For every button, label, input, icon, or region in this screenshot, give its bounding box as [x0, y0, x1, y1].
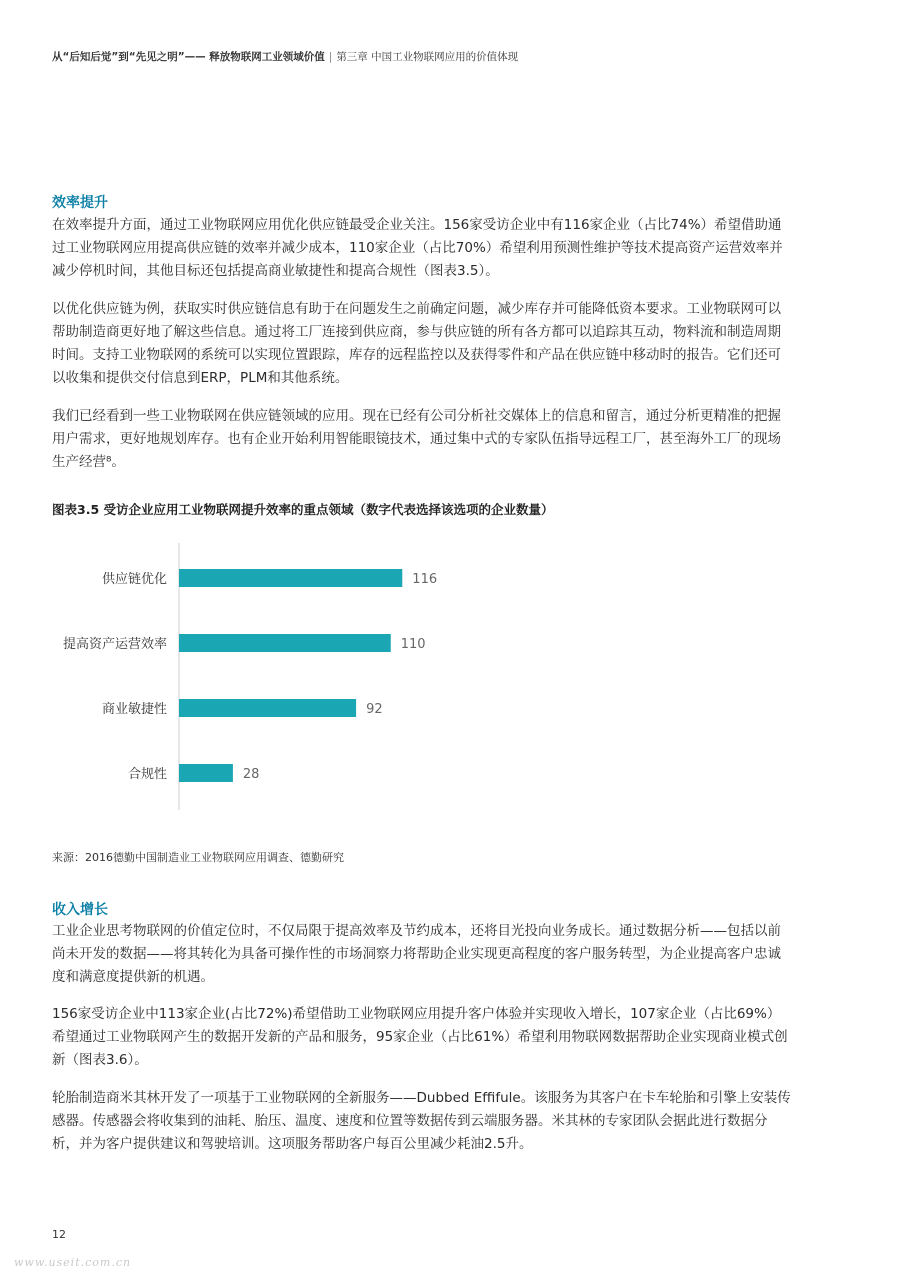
data-label: 92	[366, 702, 383, 717]
paragraph: 在效率提升方面，通过工业物联网应用优化供应链最受企业关注。156家受访企业中有116家企业（占比74%）希望借助通过工业物联网应用提高供应链的效率并减少成本，110家企业（占比70%）希望利用预测性维护等技术提高资产运营效率并减少停机时间，其他目标还包括提高商业敏捷性和提高合规性（图表3.5）。	[52, 217, 783, 279]
paragraph: 156家受访企业中113家企业(占比72%)希望借助工业物联网应用提升客户体验并实现收入增长，107家企业（占比69%）希望通过工业物联网产生的数据开发新的产品和服务，95家企业（占比61%）希望利用物联网数据帮助企业实现商业模式创新（图表3.6）。	[52, 1006, 788, 1068]
data-label: 28	[242, 767, 260, 782]
figure-source: 来源：2016德勤中国制造业工业物联网应用调查、德勤研究	[52, 851, 344, 864]
page-number: 12	[52, 1228, 66, 1241]
section-title-revenue: 收入增长	[52, 902, 108, 918]
category-label: 合规性	[127, 767, 167, 782]
paragraph: 工业企业思考物联网的价值定位时，不仅局限于提高效率及节约成本，还将目光投向业务成长。通过数据分析——包括以前尚未开发的数据——将其转化为具备可操作性的市场洞察力将帮助企业实现更高程度的客户服务转型，为企业提高客户忠诚度和满意度提供新的机遇。	[52, 923, 781, 985]
bar	[179, 764, 233, 782]
data-label: 116	[412, 572, 438, 587]
category-label: 提高资产运营效率	[62, 637, 167, 652]
paragraph: 我们已经看到一些工业物联网在供应链领域的应用。现在已经有公司分析社交媒体上的信息和留言，通过分析更精准的把握用户需求，更好地规划库存。也有企业开始利用智能眼镜技术，通过集中式的专家队伍指导远程工厂，甚至海外工厂的现场生产经营⁸。	[52, 408, 781, 470]
category-label: 供应链优化	[101, 572, 167, 587]
section-title-efficiency: 效率提升	[52, 195, 108, 211]
header-separator: |	[328, 51, 333, 63]
category-label: 商业敏捷性	[101, 702, 167, 717]
figure-title: 图表3.5 受访企业应用工业物联网提升效率的重点领域（数字代表选择该选项的企业数量）	[52, 502, 554, 517]
chapter-title: 第三章 中国工业物联网应用的价值体现	[336, 51, 519, 63]
data-label: 110	[400, 637, 426, 652]
running-header	[52, 49, 518, 64]
bar	[179, 634, 391, 652]
bar-chart	[40, 535, 600, 815]
paragraph: 轮胎制造商米其林开发了一项基于工业物联网的全新服务——Dubbed Effifule。该服务为其客户在卡车轮胎和引擎上安装传感器。传感器会将收集到的油耗、胎压、温度、速度和位置等数据传到云端服务器。米其林的专家团队会据此进行数据分析，并为客户提供建议和驾驶培训。这项服务帮助客户每百公里减少耗油2.5升。	[52, 1090, 791, 1152]
paragraph: 以优化供应链为例，获取实时供应链信息有助于在问题发生之前确定问题，减少库存并可能降低资本要求。工业物联网可以帮助制造商更好地了解这些信息。通过将工厂连接到供应商，参与供应链的所有各方都可以追踪其互动，物料流和制造周期时间。支持工业物联网的系统可以实现位置跟踪，库存的远程监控以及获得零件和产品在供应链中移动时的报告。它们还可以收集和提供交付信息到ERP，PLM和其他系统。	[52, 301, 781, 386]
bar	[179, 569, 402, 587]
report-title: 从“后知后觉”到“先见之明”—— 释放物联网工业领域价值	[52, 51, 325, 63]
watermark: www.useit.com.cn	[14, 1256, 132, 1269]
bar	[179, 699, 356, 717]
